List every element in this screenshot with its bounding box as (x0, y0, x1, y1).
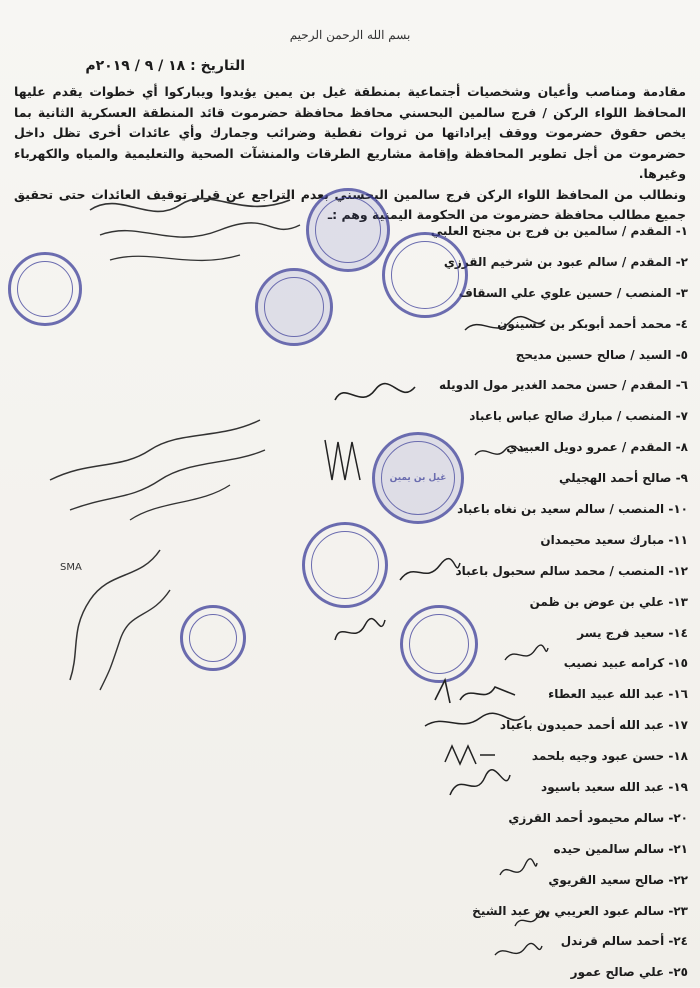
official-stamp (8, 252, 82, 326)
signatory-item: ٢٥- علي صالح عمور (570, 965, 688, 980)
official-stamp (306, 188, 390, 272)
signatory-item: ٦- المقدم / حسن محمد الغدير مول الدويله (438, 378, 688, 393)
signature (500, 640, 550, 670)
signatory-item: ٨- المقدم / عمرو دويل العبيدي (506, 440, 688, 455)
signatory-item: ١١- مبارك سعيد محيمدان (540, 532, 688, 547)
signatory-item: ١٤- سعيد فرج يسر (577, 625, 688, 640)
signatory-item: ١٣- علي بن عوض بن ظمن (529, 594, 688, 609)
signatory-item: ١٢- المنصب / محمد سالم سحبول باعباد (455, 563, 688, 578)
official-stamp (180, 605, 246, 671)
official-stamp (400, 605, 478, 683)
intro-paragraph-1: مقادمة ومناصب وأعيان وشخصيات أجتماعية بمنطقة غيل بن يمين يؤيدوا ويباركوا أي خطوات يقدم عليها المحافظ اللواء الركن / فرج سالمين البحسني محافظ محافظة حضرموت قائد المنطقة العسكرية الثانية بما يخص حقوق حضرموت ووقف إيراداتها من ثروات نفطية وضرائب وجمارك وأي عائدات أخرى تظل داخل حضرموت من أجل تطوير المحافظة وإقامة مشاريع الطرقات والمنشآت الصحية والتعليمية والمياه والكهرباء وغيرها. (14, 84, 686, 181)
signature (495, 855, 540, 885)
signatory-item: ١٩- عبد الله سعيد باسيود (541, 780, 688, 795)
signatory-item: ٩- صالح أحمد الهجيلي (559, 471, 688, 486)
signatory-item: ١٦- عبد الله عبيد العطاء (548, 687, 688, 702)
gheil-bin-yamin-stamp: غيل بن يمين (372, 432, 464, 524)
official-stamp (382, 232, 468, 318)
signatory-item: ٢٤- أحمد سالم قرندل (560, 934, 688, 949)
signatory-item: ١٧- عبد الله أحمد حميدون باعباد (499, 718, 688, 733)
signatory-item: ٥- السيد / صالح حسين مديحج (515, 347, 688, 362)
signatory-item: ٢١- سالم سالمين حيده (553, 841, 688, 856)
signatory-item: ١٥- كرامه عبيد نصيب (563, 656, 688, 671)
document-date: التاريخ : ١٨ / ٩ / ٢٠١٩م (85, 58, 245, 74)
signatory-item: ١٨- حسن عبود وجيه بلحمد (531, 749, 688, 764)
signature (470, 440, 530, 465)
signatory-item: ١٠- المنصب / سالم سعيد بن نغاه باعباد (457, 502, 688, 517)
handwritten-note-topleft (80, 180, 310, 280)
signature (460, 310, 550, 340)
signature (490, 940, 545, 965)
signature (430, 675, 520, 710)
signature (510, 908, 550, 933)
signature (445, 765, 515, 805)
basmala: بسم الله الرحمن الرحيم (289, 28, 411, 42)
signatory-item: ٤- محمد أحمد أبوبكر بن حسينون (497, 316, 688, 331)
signatory-item: ٢٣- سالم عبود العريبي بن عبد الشيخ (472, 903, 688, 918)
signatory-item: ٣- المنصب / حسين علوي علي السقاف (458, 285, 688, 300)
signatory-item: ١- المقدم / سالمين بن فرج بن مجنح العلبي (430, 224, 688, 238)
official-stamp (302, 522, 388, 608)
signature (320, 430, 380, 490)
signatory-item: ٢٠- سالم محيمود أحمد القرزي (508, 810, 688, 825)
intro-paragraph-2: ونطالب من المحافظ اللواء الركن فرج سالمين البحسني بعدم التراجع عن قرار توقيف العائدات حتى تحقيق جميع مطالب محافظة حضرموت من الحكومة اليمنية وهم :ـ (14, 186, 686, 222)
signatory-item: ٢٢- صالح سعيد القريوي (548, 872, 688, 887)
signature (330, 375, 420, 415)
signature (420, 708, 530, 738)
handwritten-note-lowerleft (50, 540, 180, 700)
signature (395, 555, 465, 590)
signature (330, 610, 390, 650)
handwritten-note-middleleft (30, 410, 280, 550)
signatory-item: ٧- المنصب / مبارك صالح عباس باعباد (469, 409, 688, 424)
signatory-item: ٢- المقدم / سالم عبود بن شرخيم القرزي (443, 254, 688, 269)
svg-text:SMA: SMA (60, 562, 82, 573)
